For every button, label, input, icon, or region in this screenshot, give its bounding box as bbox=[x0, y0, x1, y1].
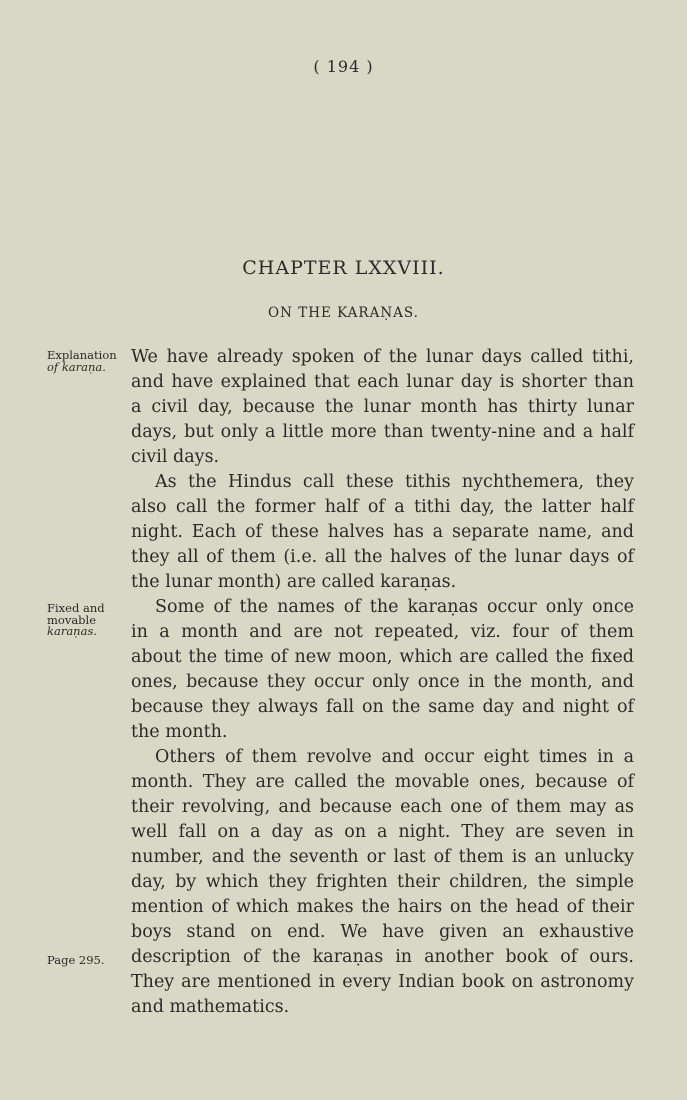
text-line: mention of which makes the hairs on the head of their bbox=[131, 897, 634, 917]
text-line: day, by which they frighten their children, the simple bbox=[131, 872, 634, 892]
text-line: description of the karaṇas in another book of ours. bbox=[131, 947, 634, 967]
text-line: Others of them revolve and occur eight times in a bbox=[155, 747, 634, 767]
text-line: because they always fall on the same day and night of bbox=[131, 697, 634, 717]
text-line: in a month and are not repeated, viz. four of them bbox=[131, 622, 634, 642]
text-line: night. Each of these halves has a separate name, and bbox=[131, 522, 634, 542]
text-line: We have already spoken of the lunar days called tithi, bbox=[131, 347, 634, 367]
text-line: ones, because they occur only once in the month, and bbox=[131, 672, 634, 692]
margin-note-fixed-movable bbox=[47, 603, 131, 638]
margin-note-page-ref bbox=[47, 955, 131, 967]
text-line: and have explained that each lunar day is shorter than bbox=[131, 372, 634, 392]
text-line: a civil day, because the lunar month has thirty lunar bbox=[131, 397, 634, 417]
margin-note-line: karaṇas. bbox=[47, 624, 97, 638]
text-line: also call the former half of a tithi day, the latter half bbox=[131, 497, 634, 517]
chapter-subtitle: ON THE KARAṆAS. bbox=[268, 305, 419, 321]
margin-note-line: Fixed and bbox=[47, 601, 105, 615]
text-line: As the Hindus call these tithis nychthemera, they bbox=[155, 472, 634, 492]
paragraph bbox=[131, 745, 634, 1020]
paragraph bbox=[131, 345, 634, 470]
text-line: They are mentioned in every Indian book on astronomy bbox=[131, 972, 634, 992]
text-line: boys stand on end. We have given an exhaustive bbox=[131, 922, 634, 942]
text-line: and mathematics. bbox=[131, 997, 290, 1017]
chapter-title: CHAPTER LXXVIII. bbox=[242, 257, 445, 279]
text-line: the month. bbox=[131, 722, 228, 742]
page-number: ( 194 ) bbox=[313, 57, 374, 76]
text-line: about the time of new moon, which are called the fixed bbox=[131, 647, 634, 667]
paragraph bbox=[131, 595, 634, 745]
text-line: month. They are called the movable ones, because of bbox=[131, 772, 634, 792]
text-line: the lunar month) are called karaṇas. bbox=[131, 572, 457, 592]
margin-note-line: Explanation bbox=[47, 348, 117, 362]
margin-note-explanation bbox=[47, 350, 131, 373]
margin-note-line: Page 295. bbox=[47, 953, 105, 967]
text-line: number, and the seventh or last of them is an unlucky bbox=[131, 847, 634, 867]
text-line: their revolving, and because each one of them may as bbox=[131, 797, 634, 817]
margin-note-line: movable bbox=[47, 612, 97, 627]
text-line: civil days. bbox=[131, 447, 220, 467]
margin-note-line: of karaṇa. bbox=[47, 359, 106, 374]
text-line: Some of the names of the karaṇas occur only once bbox=[155, 597, 634, 617]
text-line: they all of them (i.e. all the halves of the lunar days of bbox=[131, 547, 634, 567]
text-line: days, but only a little more than twenty-nine and a half bbox=[131, 422, 634, 442]
text-line: well fall on a day as on a night. They are seven in bbox=[131, 822, 634, 842]
paragraph bbox=[131, 470, 634, 595]
